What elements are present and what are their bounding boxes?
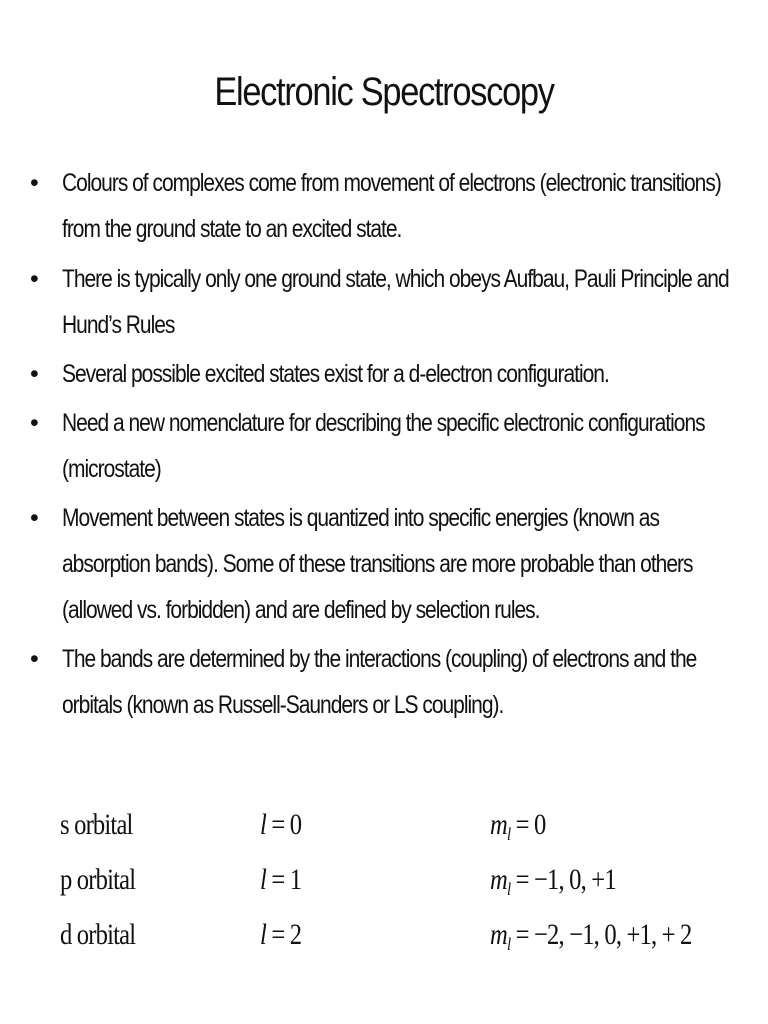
m-symbol: m	[490, 863, 507, 896]
bullet-item	[30, 256, 760, 348]
orbital-ml-values	[490, 808, 545, 845]
bullet-text: There is typically only one ground state, which obeys Aufbau, Pauli Principle and Hund’s Rules	[62, 265, 729, 339]
bullet-dot-icon: •	[30, 169, 38, 197]
ml-value-text: = −2, −1, 0, +1, + 2	[515, 918, 692, 951]
ml-value-text: = 0	[515, 808, 546, 841]
l-symbol: l	[260, 863, 267, 896]
orbital-row-d	[60, 918, 750, 973]
orbital-l-value	[260, 863, 301, 897]
m-symbol: m	[490, 918, 507, 951]
bullet-item	[30, 351, 760, 397]
orbital-name: d orbital	[60, 918, 136, 951]
orbital-row-p	[60, 863, 750, 918]
orbital-row-s	[60, 808, 750, 863]
ml-subscript: l	[506, 934, 511, 954]
bullet-dot-icon: •	[30, 409, 38, 437]
slide-title: Electronic Spectroscopy	[214, 70, 554, 114]
bullet-list	[30, 160, 760, 731]
bullet-text: Need a new nomenclature for describing the specific electronic configurations (microstate)	[62, 409, 705, 483]
orbital-table	[60, 808, 750, 973]
m-symbol: m	[490, 808, 507, 841]
l-value-text: = 2	[271, 918, 302, 951]
bullet-item	[30, 636, 760, 728]
l-symbol: l	[260, 918, 267, 951]
bullet-item	[30, 160, 760, 252]
bullet-item	[30, 495, 760, 633]
bullet-dot-icon: •	[30, 265, 38, 293]
ml-subscript: l	[506, 824, 511, 844]
orbital-ml-values	[490, 918, 692, 955]
orbital-ml-values	[490, 863, 616, 900]
bullet-text: The bands are determined by the interactions (coupling) of electrons and the orbitals (known as Russell-Saunders or LS coupling).	[62, 645, 697, 719]
orbital-l-value	[260, 918, 301, 952]
ml-value-text: = −1, 0, +1	[515, 863, 616, 896]
ml-subscript: l	[506, 879, 511, 899]
orbital-l-value	[260, 808, 301, 842]
bullet-text: Movement between states is quantized into specific energies (known as absorption bands). Some of these transitions are more probable than others (allowed vs. forbidden) and are defined by selection rules.	[62, 504, 693, 624]
orbital-name: s orbital	[60, 808, 133, 841]
l-symbol: l	[260, 808, 267, 841]
bullet-text: Several possible excited states exist for a d-electron configuration.	[62, 360, 609, 388]
bullet-dot-icon: •	[30, 360, 38, 388]
bullet-dot-icon: •	[30, 504, 38, 532]
bullet-text: Colours of complexes come from movement of electrons (electronic transitions) from the ground state to an excited state.	[62, 169, 721, 243]
l-value-text: = 0	[271, 808, 302, 841]
orbital-name: p orbital	[60, 863, 136, 896]
l-value-text: = 1	[271, 863, 302, 896]
bullet-item	[30, 400, 760, 492]
bullet-dot-icon: •	[30, 645, 38, 673]
